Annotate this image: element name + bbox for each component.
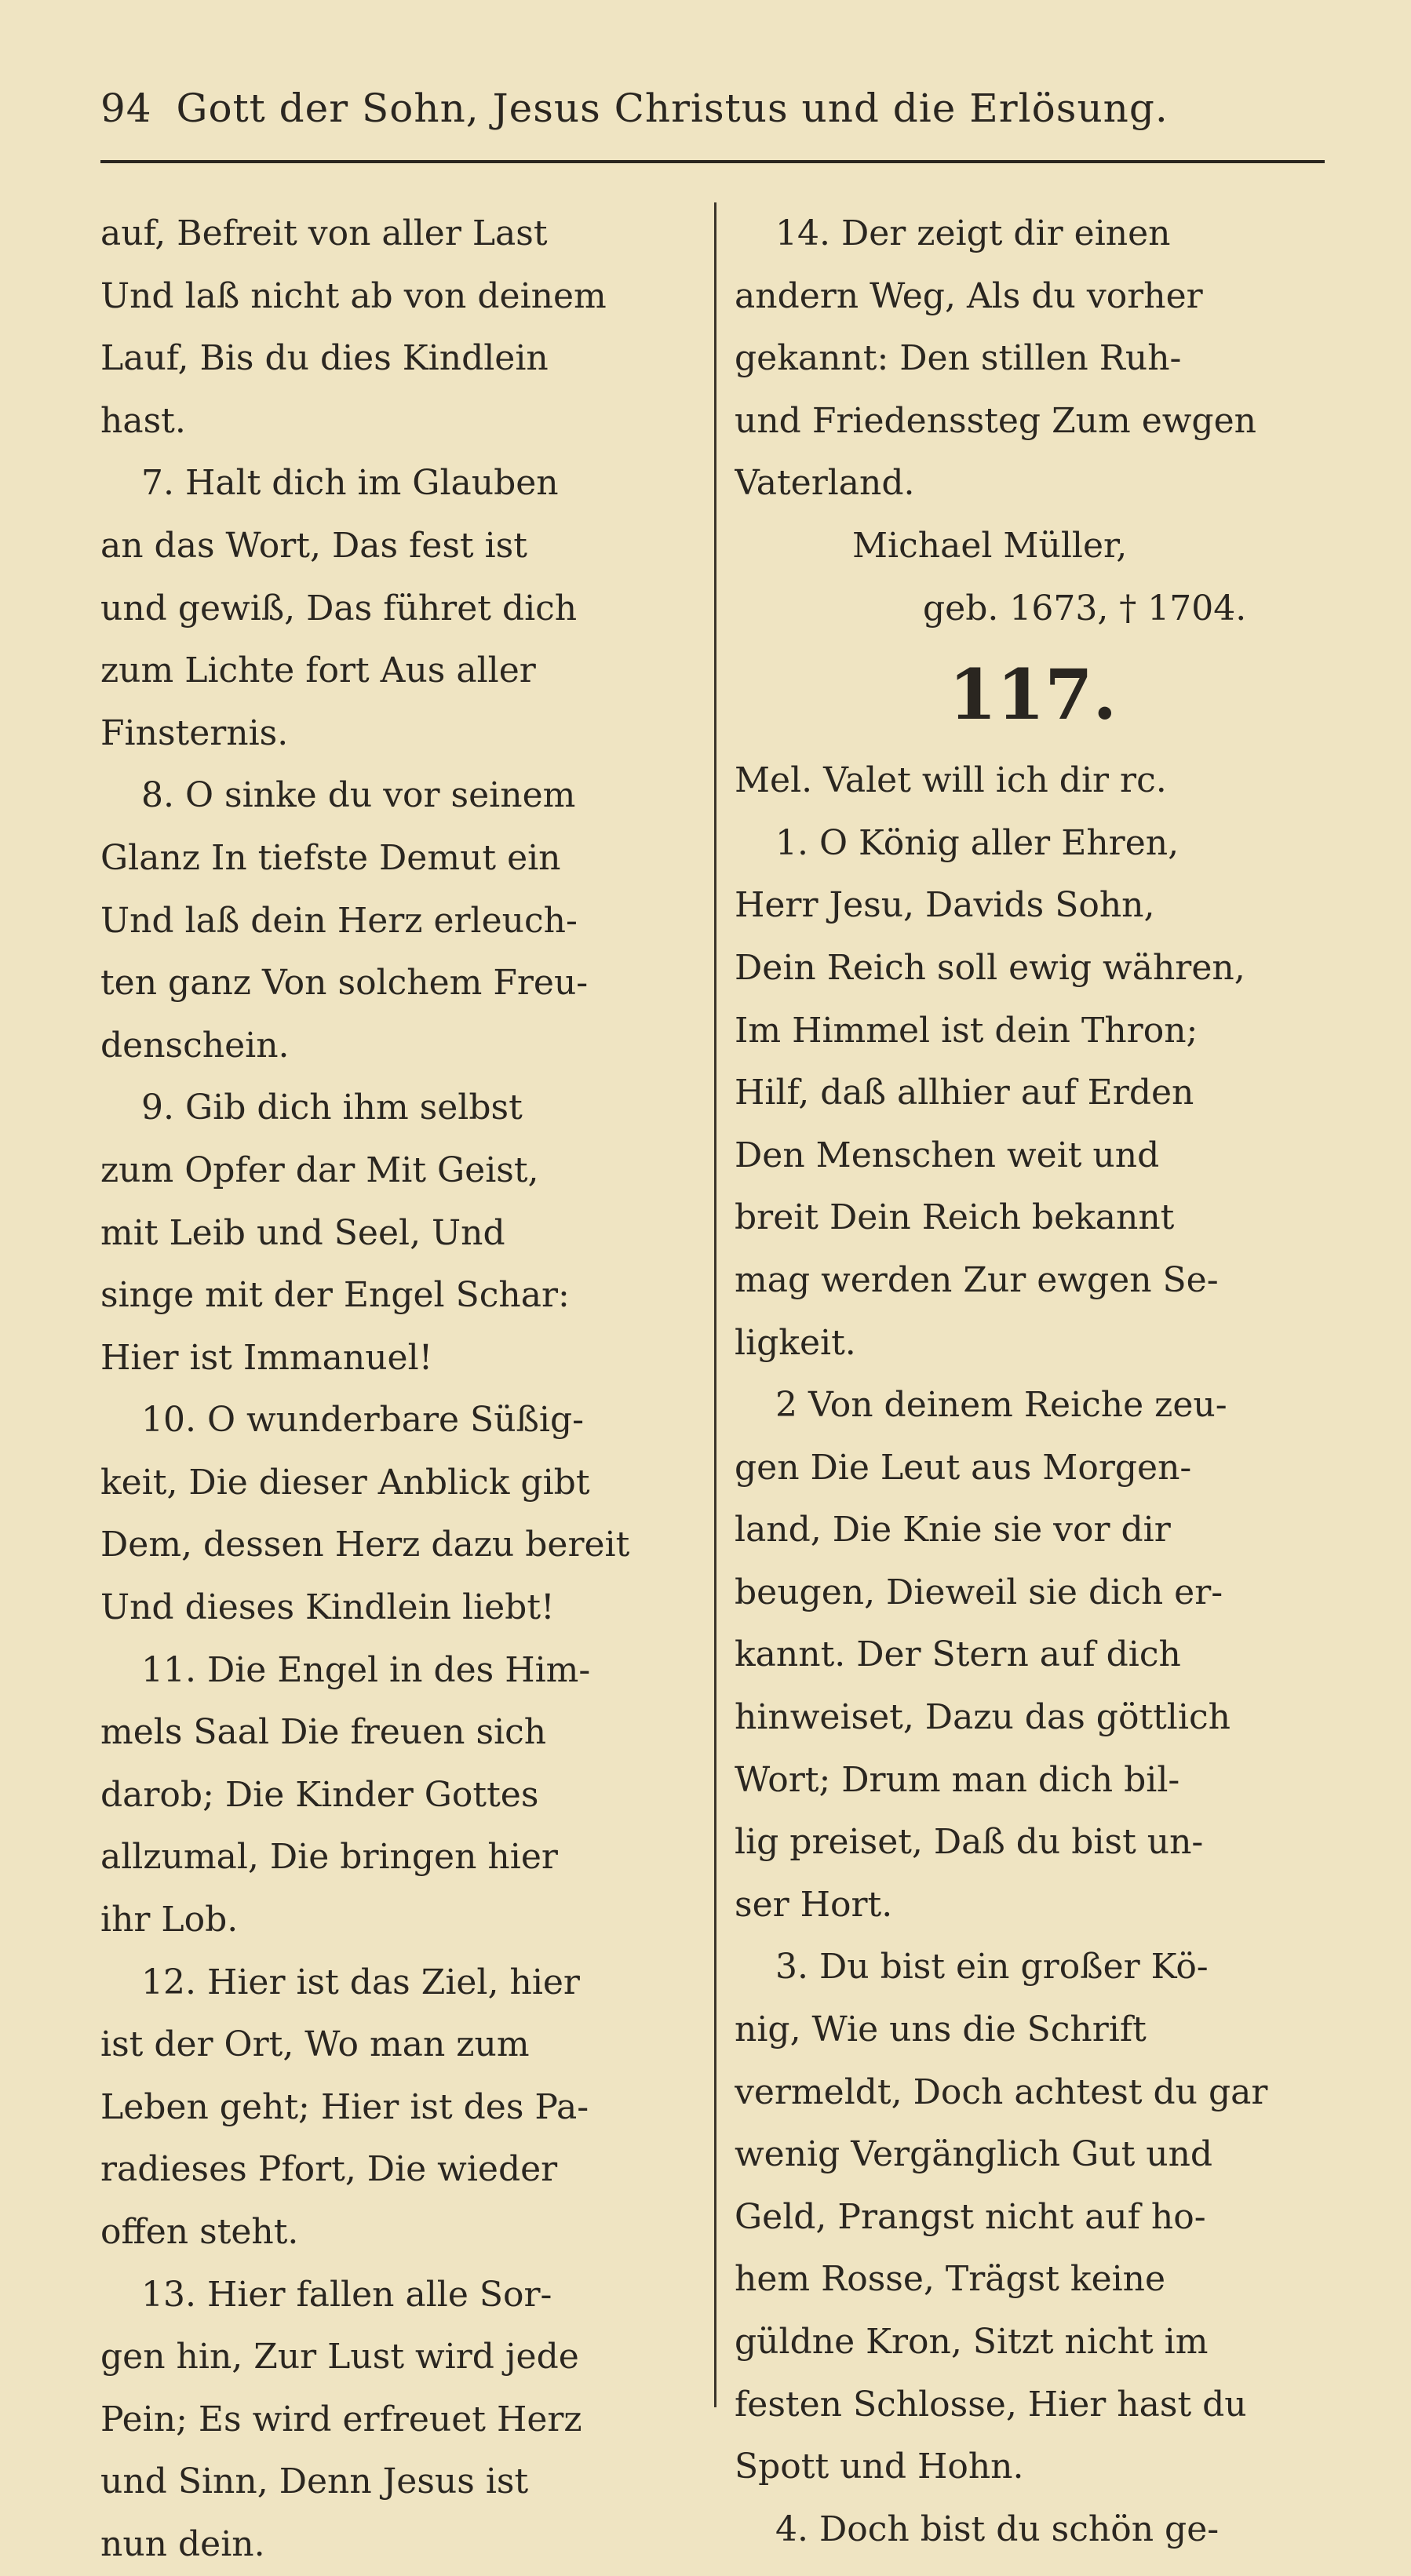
text-line: radieses Pfort, Die wieder <box>100 2149 558 2190</box>
text-line: und Friedenssteg Zum ewgen <box>735 400 1256 441</box>
text-line: Lauf, Bis du dies Kindlein <box>100 338 549 379</box>
text-line: gen hin, Zur Lust wird jede <box>100 2337 579 2377</box>
verse-start: 3. Du bist ein großer Kö- <box>775 1947 1209 1988</box>
text-line: güldne Kron, Sitzt nicht im <box>735 2322 1209 2362</box>
verse-start: 12. Hier ist das Ziel, hier <box>141 1962 580 2002</box>
running-title: Gott der Sohn, Jesus Christus und die Erlösung. <box>176 86 1169 131</box>
text-line: gen Die Leut aus Morgen- <box>735 1447 1192 1488</box>
text-line: an das Wort, Das fest ist <box>100 525 527 566</box>
text-line: mag werden Zur ewgen Se- <box>735 1259 1219 1300</box>
text-line: keit, Die dieser Anblick gibt <box>100 1462 590 1503</box>
text-line: zum Lichte fort Aus aller <box>100 650 536 691</box>
text-line: Dem, dessen Herz dazu bereit <box>100 1525 630 1565</box>
text-line: nig, Wie uns die Schrift <box>735 2009 1147 2050</box>
text-line: Herr Jesu, Davids Sohn, <box>735 885 1155 926</box>
verse-start: 8. O sinke du vor seinem <box>141 775 576 816</box>
text-line: Und laß nicht ab von deinem <box>100 275 607 316</box>
text-line: Finsternis. <box>100 712 289 753</box>
verse-start: 14. Der zeigt dir einen <box>775 213 1171 253</box>
verse-start: 7. Halt dich im Glauben <box>141 463 559 504</box>
text-line: breit Dein Reich bekannt <box>735 1197 1175 1238</box>
text-line: Den Menschen weit und <box>735 1135 1160 1175</box>
text-line: Pein; Es wird erfreuet Herz <box>100 2399 582 2439</box>
text-line: hinweiset, Dazu das göttlich <box>735 1697 1231 1738</box>
text-line: und gewiß, Das führet dich <box>100 588 578 629</box>
verse-start: 4. Doch bist du schön ge- <box>775 2509 1220 2549</box>
text-line: wenig Vergänglich Gut und <box>735 2134 1213 2175</box>
text-line: nun dein. <box>100 2523 265 2564</box>
text-line: ser Hort. <box>735 1884 893 1925</box>
right-column <box>735 202 1331 2560</box>
text-line: Und laß dein Herz erleuch- <box>100 900 578 941</box>
text-line: mit Leib und Seel, Und <box>100 1212 505 1253</box>
left-column <box>100 202 697 2576</box>
verse-start: 2 Von deinem Reiche zeu- <box>775 1385 1227 1426</box>
text-line: hem Rosse, Trägst keine <box>735 2259 1166 2300</box>
author-name: Michael Müller, <box>852 525 1128 566</box>
page-number: 94 <box>100 86 152 131</box>
verse-start: 13. Hier fallen alle Sor- <box>141 2274 552 2315</box>
text-line: land, Die Knie sie vor dir <box>735 1510 1171 1550</box>
text-line: Vaterland. <box>735 463 915 504</box>
text-line: Spott und Hohn. <box>735 2447 1024 2487</box>
hymn-number: 117. <box>948 654 1117 736</box>
text-line: offen steht. <box>100 2212 299 2252</box>
text-line: zum Opfer dar Mit Geist, <box>100 1150 539 1190</box>
text-line: Hilf, daß allhier auf Erden <box>735 1073 1194 1113</box>
text-line: beugen, Dieweil sie dich er- <box>735 1572 1223 1612</box>
text-line: Geld, Prangst nicht auf ho- <box>735 2196 1206 2237</box>
text-line: Dein Reich soll ewig währen, <box>735 947 1245 988</box>
author-dates: geb. 1673, † 1704. <box>923 588 1247 629</box>
text-line: ten ganz Von solchem Freu- <box>100 963 589 1004</box>
text-line: Und dieses Kindlein liebt! <box>100 1587 555 1628</box>
text-line: andern Weg, Als du vorher <box>735 275 1203 316</box>
text-line: Hier ist Immanuel! <box>100 1337 433 1378</box>
text-line: denschein. <box>100 1025 290 1066</box>
text-line: hast. <box>100 400 186 441</box>
text-line: und Sinn, Denn Jesus ist <box>100 2461 529 2502</box>
text-line: ligkeit. <box>735 1322 856 1363</box>
text-line: Wort; Drum man dich bil- <box>735 1759 1180 1800</box>
text-line: allzumal, Die bringen hier <box>100 1837 558 1878</box>
text-line: festen Schlosse, Hier hast du <box>735 2384 1247 2425</box>
text-line: lig preiset, Daß du bist un- <box>735 1822 1204 1863</box>
melody-line: Mel. Valet will ich dir rc. <box>735 760 1167 801</box>
text-line: ist der Ort, Wo man zum <box>100 2024 530 2065</box>
text-line: mels Saal Die freuen sich <box>100 1712 547 1753</box>
verse-start: 1. O König aller Ehren, <box>775 822 1179 863</box>
text-line: auf, Befreit von aller Last <box>100 213 548 253</box>
text-line: ihr Lob. <box>100 1900 239 1940</box>
text-line: Leben geht; Hier ist des Pa- <box>100 2086 589 2127</box>
text-line: gekannt: Den stillen Ruh- <box>735 338 1182 379</box>
text-line: Glanz In tiefste Demut ein <box>100 837 561 878</box>
text-line: Im Himmel ist dein Thron; <box>735 1010 1198 1051</box>
verse-start: 9. Gib dich ihm selbst <box>141 1088 523 1128</box>
verse-start: 11. Die Engel in des Him- <box>141 1649 591 1690</box>
verse-start: 10. O wunderbare Süßig- <box>141 1400 585 1441</box>
text-line: vermeldt, Doch achtest du gar <box>735 2071 1268 2112</box>
header-rule <box>100 160 1325 163</box>
text-line: singe mit der Engel Schar: <box>100 1275 570 1316</box>
running-header <box>100 85 1325 132</box>
column-divider <box>714 202 716 2407</box>
text-line: kannt. Der Stern auf dich <box>735 1634 1181 1675</box>
text-line: darob; Die Kinder Gottes <box>100 1774 539 1815</box>
